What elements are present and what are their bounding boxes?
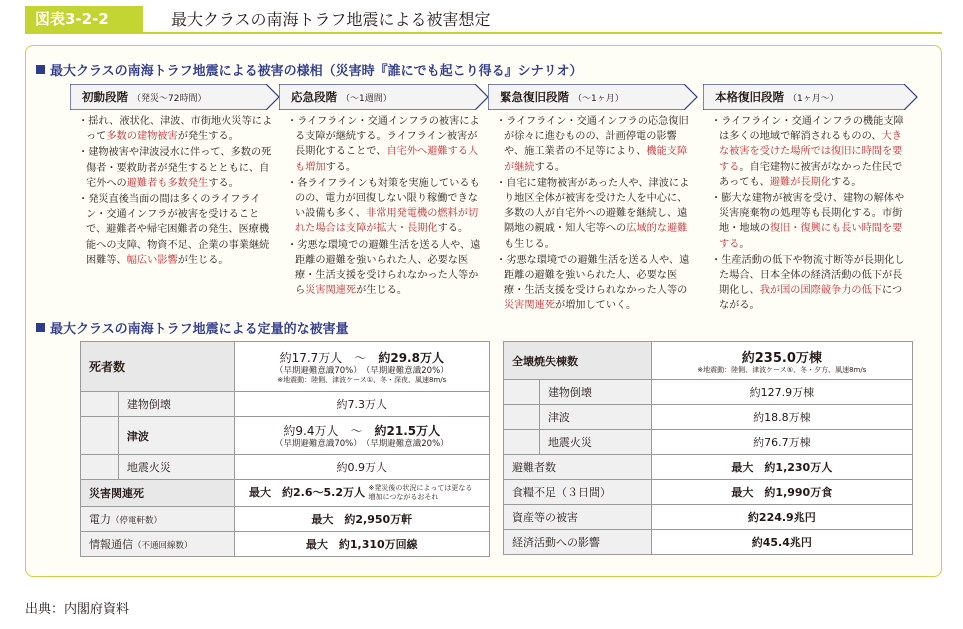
earthquake-fire-value: 約0.9万人: [234, 455, 489, 480]
related-death-label: 災害関連死: [81, 480, 235, 507]
power-label: 電力（停電軒数）: [81, 507, 235, 532]
table-row: [504, 342, 913, 380]
economic-impact-value: 約45.4兆円: [651, 530, 912, 555]
table-row: [504, 405, 913, 430]
table-row: [504, 380, 913, 405]
economic-impact-label: 経済活動への影響: [504, 530, 652, 555]
phase-column-full-recovery: [711, 114, 911, 315]
figure-title: 最大クラスの南海トラフ地震による被害想定: [171, 10, 491, 29]
bullet-item: ・ ライフライン・交通インフラの機能支障は多くの地域で解消されるものの、大きな被害を受けた場所では復旧に時間を要する。自宅建物に被害がなかった住民であっても、避難が長期化する。: [711, 114, 911, 190]
phase-column-initial: [78, 114, 278, 269]
building-collapse-value: 約7.3万人: [234, 392, 489, 417]
damage-table: [503, 341, 913, 555]
square-bullet-icon: [36, 65, 45, 74]
indent-cell: [504, 430, 540, 455]
phase-name: 初動段階: [82, 90, 128, 104]
table-row: [504, 530, 913, 555]
building-collapse-label: 建物倒壊: [539, 380, 651, 405]
phase-period: （発災〜72時間）: [132, 94, 207, 104]
phase-header-full-recovery: [703, 84, 918, 110]
bullet-item: ・ 自宅に建物被害があった人や、津波により地区全体が被害を受けた人を中心に、多数の人が自宅外への避難を継続し、遠隔地の親戚・知人宅等への広域的な避難も生じる。: [496, 176, 696, 252]
bullet-item: ・ 揺れ、液状化、津波、市街地火災等によって多数の建物被害が発生する。: [78, 114, 278, 144]
power-value: 最大 約2,950万軒: [234, 507, 489, 532]
phase-column-urgent-recovery: [496, 114, 696, 315]
section-title-quantitative: 最大クラスの南海トラフ地震による定量的な被害量: [36, 318, 349, 337]
asset-damage-label: 資産等の被害: [504, 505, 652, 530]
bullet-item: ・ 建物被害や津波浸水に伴って、多数の死傷者・要救助者が発生するとともに、自宅外への避難者も多数発生する。: [78, 145, 278, 191]
bullet-item: ・ 各ライフラインも対策を実施しているものの、電力が回復しない限り稼働できない設備も多く、非常用発電機の燃料が切れた場合は支障が拡大・長期化する。: [287, 176, 487, 237]
tsunami-label: 津波: [539, 405, 651, 430]
evacuees-label: 避難者数: [504, 455, 652, 480]
square-bullet-icon: [36, 323, 45, 332]
earthquake-fire-label: 地震火災: [539, 430, 651, 455]
total-burn-value: 約235.0万棟 ※地震動：陸側、津波ケース⑤、冬・夕方、風速8m/s: [651, 342, 912, 380]
communication-value: 最大 約1,310万回線: [234, 532, 489, 557]
indent-cell: [81, 417, 119, 455]
bullet-item: ・ 膨大な建物が被害を受け、建物の解体や災害廃棄物の処理等も長期化する。市街地・地域の復旧・復興にも長い時間を要する。: [711, 191, 911, 252]
indent-cell: [504, 380, 540, 405]
table-row: [81, 480, 490, 507]
indent-cell: [81, 392, 119, 417]
bullet-item: ・ 劣悪な環境での避難生活を送る人や、遠距離の避難を強いられた人、必要な医療・生活支援を受けられなかった人等から災害関連死が生じる。: [287, 238, 487, 299]
table-row: [81, 455, 490, 480]
tsunami-value: 約18.8万棟: [651, 405, 912, 430]
tsunami-value: 約9.4万人 〜 約21.5万人 （早期避難意識70%） （早期避難意識20%）: [234, 417, 489, 455]
phase-header-urgent-recovery: [488, 84, 698, 110]
figure-label: 図表3-2-2: [25, 6, 143, 33]
table-row: [81, 532, 490, 557]
indent-cell: [81, 455, 119, 480]
building-collapse-label: 建物倒壊: [118, 392, 234, 417]
table-row: [81, 507, 490, 532]
earthquake-fire-value: 約76.7万棟: [651, 430, 912, 455]
bullet-item: ・ ライフライン・交通インフラの被害による支障が継続する。ライフライン被害が長期化することで、自宅外へ避難する人も増加する。: [287, 114, 487, 175]
bullet-item: ・ 生産活動の低下や物流寸断等が長期化した場合、日本全体の経済活動の低下が長期化し、我が国の国際競争力の低下につながる。: [711, 253, 911, 314]
bullet-item: ・ 発災直後当面の間は多くのライフライン・交通インフラが被害を受けることで、避難者や帰宅困難者の発生、医療機能への支障、物資不足、企業の事業継続困難等、幅広い影響が生じる。: [78, 192, 278, 268]
figure-header: [25, 6, 942, 33]
phase-name: 本格復旧段階: [715, 90, 784, 104]
tsunami-label: 津波: [118, 417, 234, 455]
casualty-table: [80, 341, 490, 557]
building-collapse-value: 約127.9万棟: [651, 380, 912, 405]
header-underline: [25, 32, 942, 34]
section-title-scenario: 最大クラスの南海トラフ地震による被害の様相（災害時『誰にでも起こり得る』シナリオ）: [36, 60, 582, 79]
phase-period: （1ヶ月〜）: [788, 94, 839, 104]
related-death-value: 最大 約2.6〜5.2万人 ※発災後の状況によっては更なる増加につながるおそれ: [234, 480, 489, 507]
food-shortage-label: 食糧不足（３日間）: [504, 480, 652, 505]
bullet-item: ・ ライフライン・交通インフラの応急復旧が徐々に進むものの、計画停電の影響や、施工業者の不足等により、機能支障が継続する。: [496, 114, 696, 175]
phase-period: （〜1ヶ月）: [573, 94, 624, 104]
communication-label: 情報通信（不通回線数）: [81, 532, 235, 557]
earthquake-fire-label: 地震火災: [118, 455, 234, 480]
bullet-item: ・ 劣悪な環境での避難生活を送る人や、遠距離の避難を強いられた人、必要な医療・生活支援を受けられなかった人等の災害関連死が増加していく。: [496, 253, 696, 314]
phase-name: 応急段階: [291, 90, 337, 104]
table-row: [81, 392, 490, 417]
table-row: [504, 455, 913, 480]
deaths-value: 約17.7万人 〜 約29.8万人 （早期避難意識70%） （早期避難意識20%） ※地震動：陸側、津波ケース①、冬・深夜、風速8m/s: [234, 342, 489, 392]
table-row: [504, 480, 913, 505]
table-row: [81, 342, 490, 392]
table-row: [504, 505, 913, 530]
total-burn-label: 全壊焼失棟数: [504, 342, 652, 380]
phase-header-initial: [70, 84, 280, 110]
indent-cell: [504, 405, 540, 430]
evacuees-value: 最大 約1,230万人: [651, 455, 912, 480]
phase-column-emergency: [287, 114, 487, 299]
table-row: [504, 430, 913, 455]
phase-period: （〜1週間）: [341, 94, 392, 104]
asset-damage-value: 約224.9兆円: [651, 505, 912, 530]
phase-header-emergency: [279, 84, 489, 110]
phase-name: 緊急復旧段階: [500, 90, 569, 104]
table-row: [81, 417, 490, 455]
deaths-label: 死者数: [81, 342, 235, 392]
food-shortage-value: 最大 約1,990万食: [651, 480, 912, 505]
source-note: 出典：内閣府資料: [25, 602, 130, 617]
